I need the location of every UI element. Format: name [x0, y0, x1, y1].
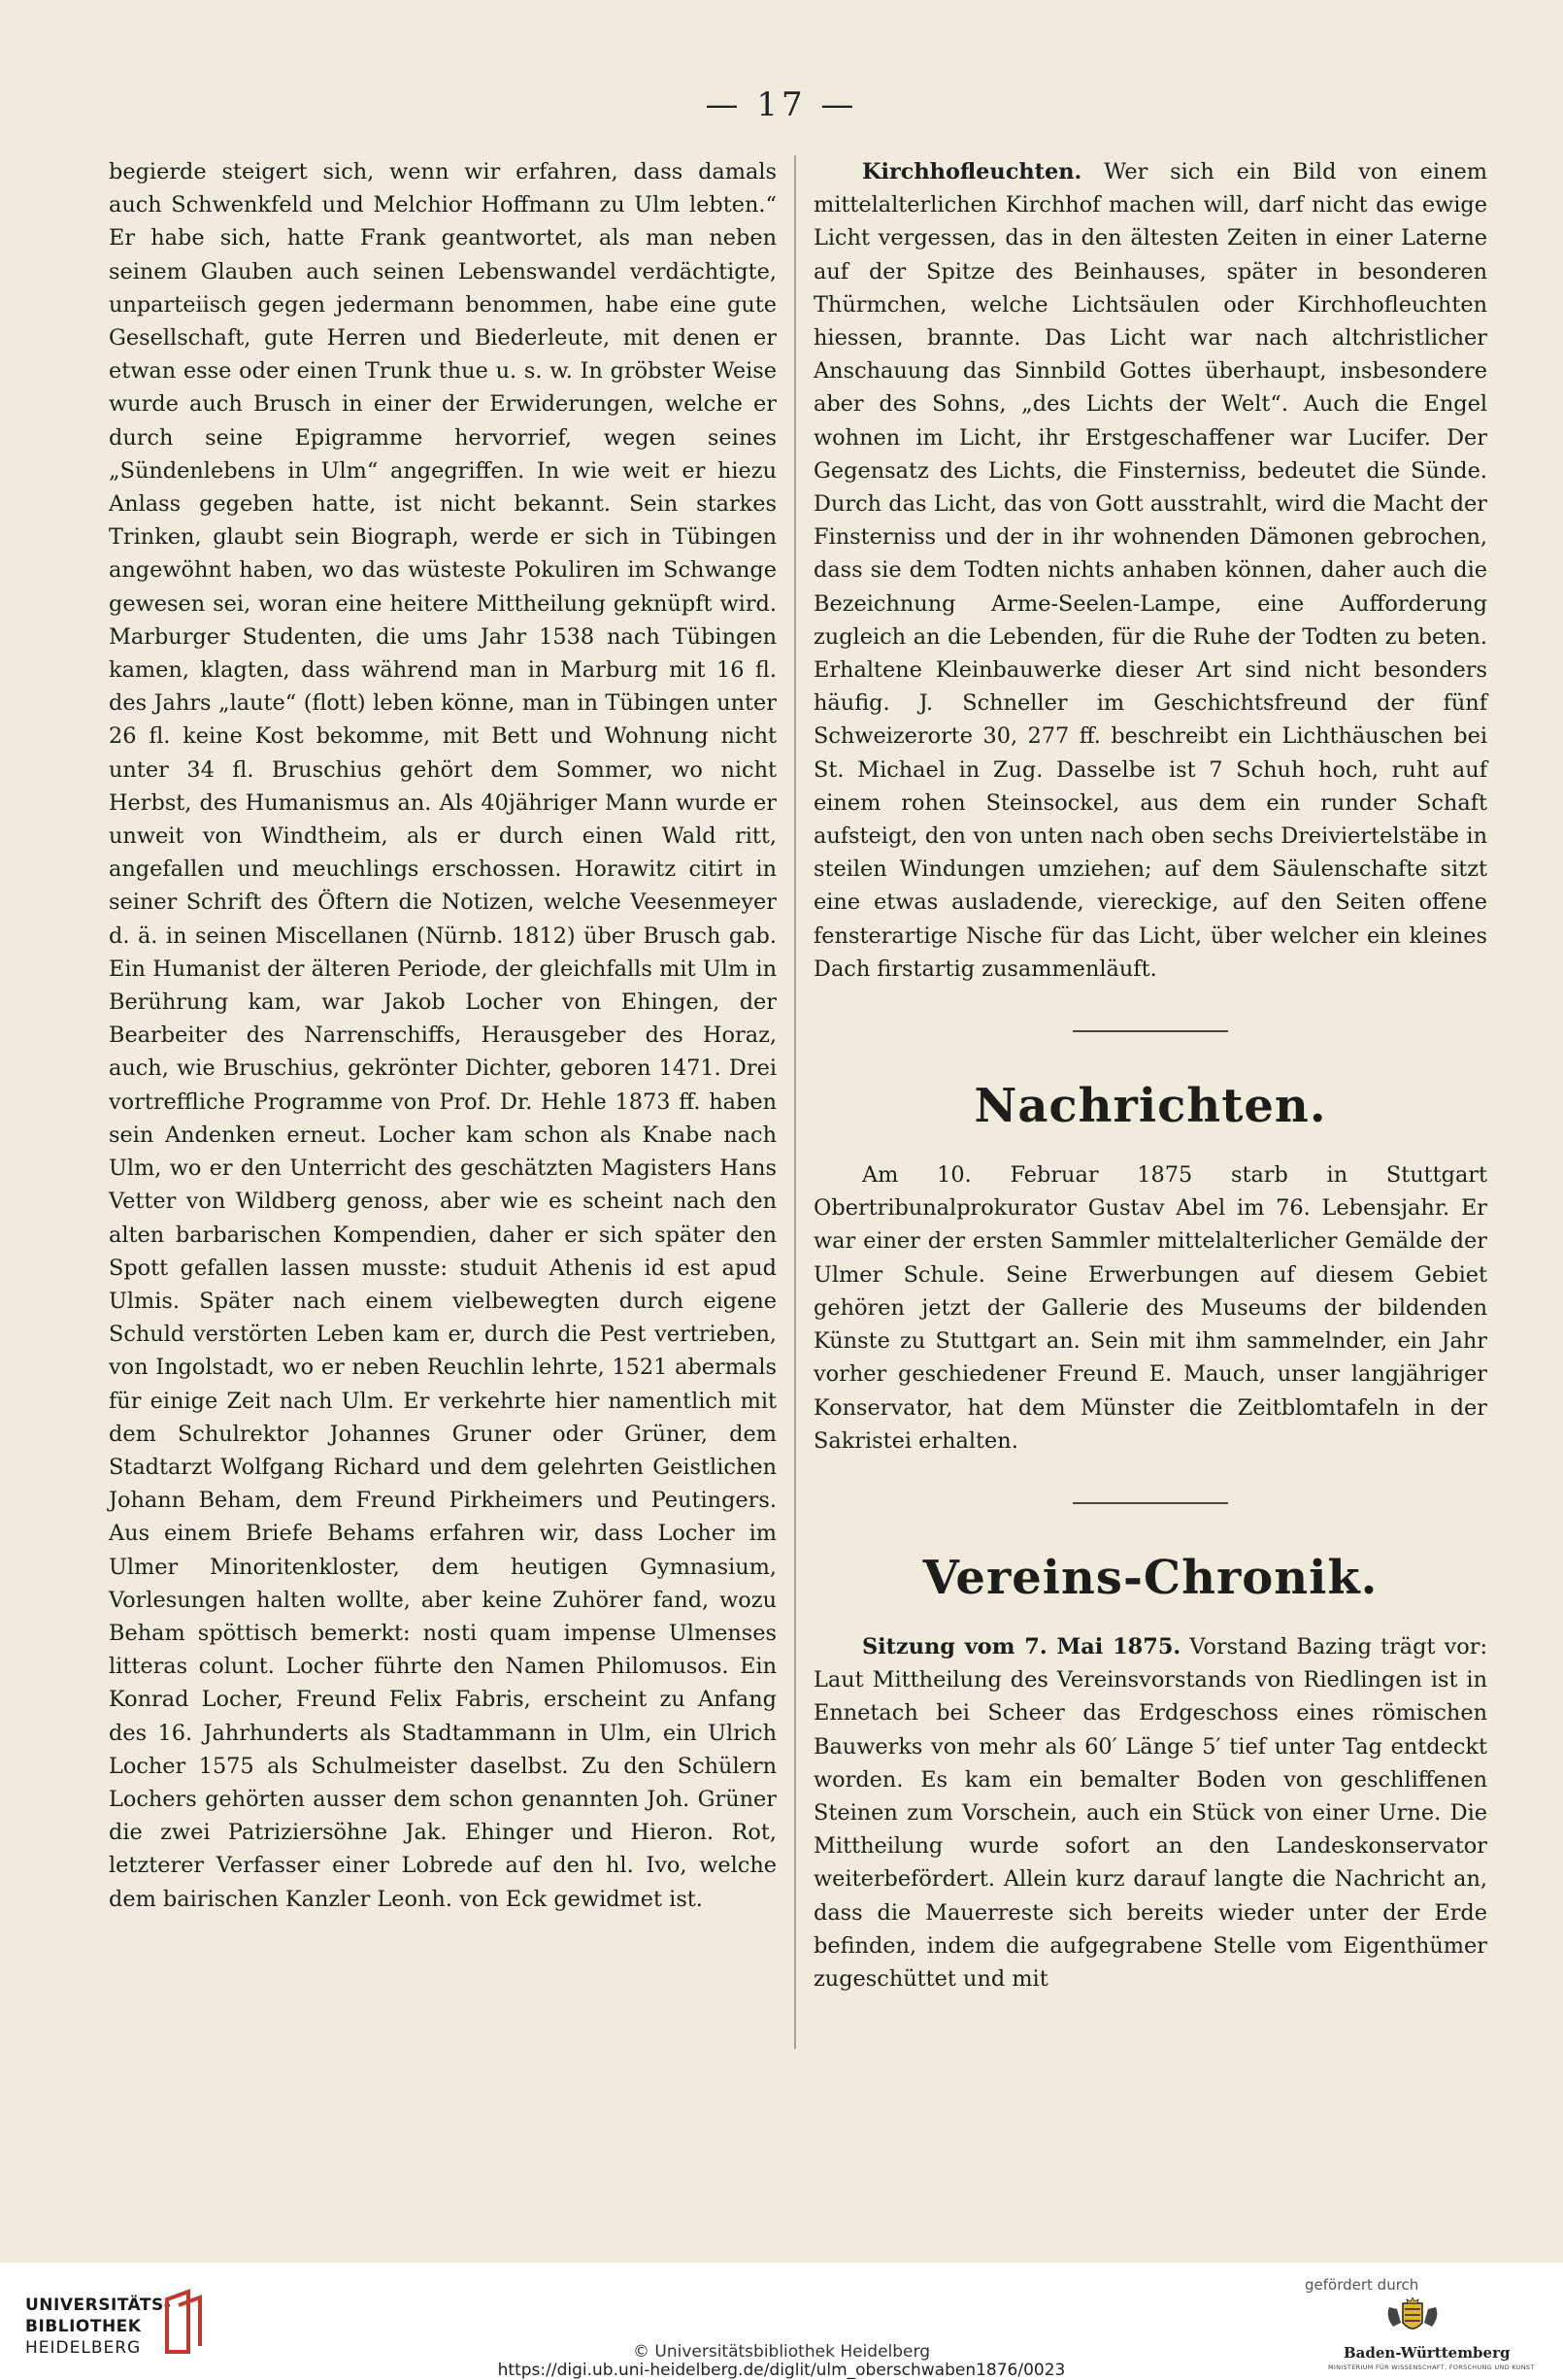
kirchhof-text: Wer sich ein Bild von einem mittelalterlichen Kirchhof machen will, darf nicht das ewige Licht vergessen, das in den ältesten Zeiten in einer Laterne auf der Spitze des Beinhauses, später in besonderen Thürmchen, welche Lichtsäulen oder Kirchhofleuchten hiessen, brannte. Das Licht war nach altchristlicher Anschauung das Sinnbild Gottes überhaupt, insbesondere aber des Sohns, „des Lichts der Welt“. Auch die Engel wohnen im Licht, ihr Erstgeschaffener war Lucifer. Der Gegensatz des Lichts, die Finsterniss, bedeutet die Sünde. Durch das Licht, das von Gott ausstrahlt, wird die Macht der Finsterniss und der in ihr wohnenden Dämonen gebrochen, dass sie dem Todten nichts anhaben können, daher auch die Bezeichnung Arme-Seelen-Lampe, eine Aufforderung zugleich an die Lebenden, für die Ruhe der Todten zu beten. Erhaltene Kleinbauwerke dieser Art sind nicht besonders häufig. J. Schneller im Geschichtsfreund der fünf Schweizerorte 30, 277 ff. beschreibt ein Lichthäuschen bei St. Michael in Zug. Dasselbe ist 7 Schuh hoch, ruht auf einem rohen Steinsockel, aus dem ein runder Schaft aufsteigt, den von unten nach oben sechs Dreiviertelstäbe in steilen Windungen umziehen; auf dem Säulenschafte sitzt eine etwas ausladende, viereckige, auf den Seiten offene fensterartige Nische für das Licht, über welcher ein kleines Dach firstartig zusammenläuft.: [814, 159, 1487, 982]
sitzung-heading: Sitzung vom 7. Mai 1875.: [862, 1633, 1181, 1659]
state-name: Baden-Württemberg: [1344, 2344, 1511, 2362]
left-column-text: begierde steigert sich, wenn wir erfahren, dass damals auch Schwenkfeld und Melchior Hoffmann zu Ulm lebten.“ Er habe sich, hatte Frank geantwortet, als man neben seinem Glauben auch seinen Lebenswandel verdächtigte, unparteiisch gegen jedermann benommen, habe eine gute Gesellschaft, gute Herren und Biederleute, mit denen er etwan esse oder einen Trunk thue u. s. w. In gröbster Weise wurde auch Brusch in einer der Erwiderungen, welche er durch seine Epigramme hervorrief, wegen seines „Sündenlebens in Ulm“ angegriffen. In wie weit er hiezu Anlass gegeben hatte, ist nicht bekannt. Sein starkes Trinken, glaubt sein Biograph, werde er sich in Tübingen angewöhnt haben, wo das wüsteste Pokuliren im Schwange gewesen sei, woran eine heitere Mittheilung geknüpft wird. Marburger Studenten, die ums Jahr 1538 nach Tübingen kamen, klagten, dass während man in Marburg mit 16 fl. des Jahrs „laute“ (flott) leben könne, man in Tübingen unter 26 fl. keine Kost bekomme, mit Bett und Wohnung nicht unter 34 fl. Bruschius gehört dem Sommer, wo nicht Herbst, des Humanismus an. Als 40jähriger Mann wurde er unweit von Windtheim, als er durch einen Wald ritt, angefallen und meuchlings erschossen. Horawitz citirt in seiner Schrift des Öftern die Notizen, welche Veesenmeyer d. ä. in seinen Miscellanen (Nürnb. 1812) über Brusch gab. Ein Humanist der älteren Periode, der gleichfalls mit Ulm in Berührung kam, war Jakob Locher von Ehingen, der Bearbeiter des Narrenschiffs, Herausgeber des Horaz, auch, wie Bruschius, gekrönter Dichter, geboren 1471. Drei vortreffliche Programme von Prof. Dr. Hehle 1873 ff. haben sein Andenken erneut. Locher kam schon als Knabe nach Ulm, wo er den Unterricht des geschätzten Magisters Hans Vetter von Wildberg genoss, aber wie es scheint nach den alten barbarischen Kompendien, daher er sich später den Spott gefallen lassen musste: studuit Athenis id est apud Ulmis. Später nach einem vielbewegten durch eigene Schuld verstörten Leben kam er, durch die Pest vertrieben, von Ingolstadt, wo er neben Reuchlin lehrte, 1521 abermals für einige Zeit nach Ulm. Er verkehrte hier namentlich mit dem Schulrektor Johannes Gruner oder Grüner, dem Stadtarzt Wolfgang Richard und dem gelehrten Geistlichen Johann Beham, dem Freund Pirkheimers und Peutingers. Aus einem Briefe Behams erfahren wir, dass Locher im Ulmer Minoritenkloster, dem heutigen Gymnasium, Vorlesungen halten wollte, aber keine Zuhörer fand, wozu Beham spöttisch bemerkt: nosti quam impense Ulmenses litteras colunt. Locher führte den Namen Philomusos. Ein Konrad Locher, Freund Felix Fabris, erscheint zu Anfang des 16. Jahrhunderts als Stadtammann in Ulm, ein Ulrich Locher 1575 als Schulmeister daselbst. Zu den Schülern Lochers gehörten ausser dem schon genannten Joh. Grüner die zwei Patriziersöhne Jak. Ehinger und Hieron. Rot, letzterer Verfasser einer Lobrede auf den hl. Ivo, welche dem bairischen Kanzler Leonh. von Eck gewidmet ist.: [109, 159, 777, 1912]
ministry-name: MINISTERIUM FÜR WISSENSCHAFT, FORSCHUNG UND KUNST: [1328, 2363, 1535, 2371]
funded-by-label: gefördert durch: [1305, 2276, 1419, 2294]
left-column: [109, 155, 777, 1916]
kirchhof-article: [814, 155, 1487, 986]
column-divider: [794, 155, 796, 2049]
sitzung-text: Vorstand Bazing trägt vor: Laut Mittheilung des Vereinsvorstands von Riedlingen ist in Ennetach bei Scheer das Erdgeschoss eines römischen Bauwerks von mehr als 60′ Länge 5′ tief unter Tag entdeckt worden. Es kam ein bemalter Boden von geschliffenen Steinen zum Vorschein, auch ein Stück von einer Urne. Die Mittheilung wurde sofort an den Landeskonservator weiterbefördert. Allein kurz darauf langte die Nachricht an, dass die Mauerreste sich bereits wieder unter der Erde befinden, indem die aufgegrabene Stelle vom Eigenthümer zugeschüttet und mit: [814, 1633, 1487, 1992]
source-url-link[interactable]: https://digi.ub.uni-heidelberg.de/diglit/ulm_oberschwaben1876/0023: [497, 2361, 1066, 2380]
kirchhof-heading: Kirchhofleuchten.: [862, 159, 1082, 184]
library-line: HEIDELBERG: [25, 2338, 142, 2358]
section-rule: [1073, 1502, 1228, 1504]
page-number: — 17 —: [705, 85, 858, 124]
library-line: BIBLIOTHEK: [25, 2317, 142, 2336]
state-crest-icon: [1383, 2297, 1442, 2340]
chronik-title: Vereins-Chronik.: [922, 1550, 1379, 1605]
right-column: [814, 155, 1487, 1995]
copyright-text: © Universitätsbibliothek Heidelberg: [632, 2342, 930, 2362]
nachrichten-text: Am 10. Februar 1875 starb in Stuttgart Obertribunalprokurator Gustav Abel im 76. Lebensjahr. Er war einer der ersten Sammler mittelalterlicher Gemälde der Ulmer Schule. Seine Erwerbungen auf diesem Gebiet gehören jetzt der Gallerie des Museums der bildenden Künste zu Stuttgart an. Sein mit ihm sammelnder, ein Jahr vorher geschiedener Freund E. Mauch, unser langjähriger Konservator, hat dem Münster die Zeitblomtafeln in der Sakristei erhalten.: [814, 1162, 1487, 1454]
section-rule: [1073, 1030, 1228, 1032]
nachrichten-title: Nachrichten.: [974, 1079, 1327, 1134]
library-line: UNIVERSITÄTS-: [25, 2296, 172, 2315]
footer: [0, 2263, 1563, 2378]
sitzung-article: [814, 1630, 1487, 1995]
